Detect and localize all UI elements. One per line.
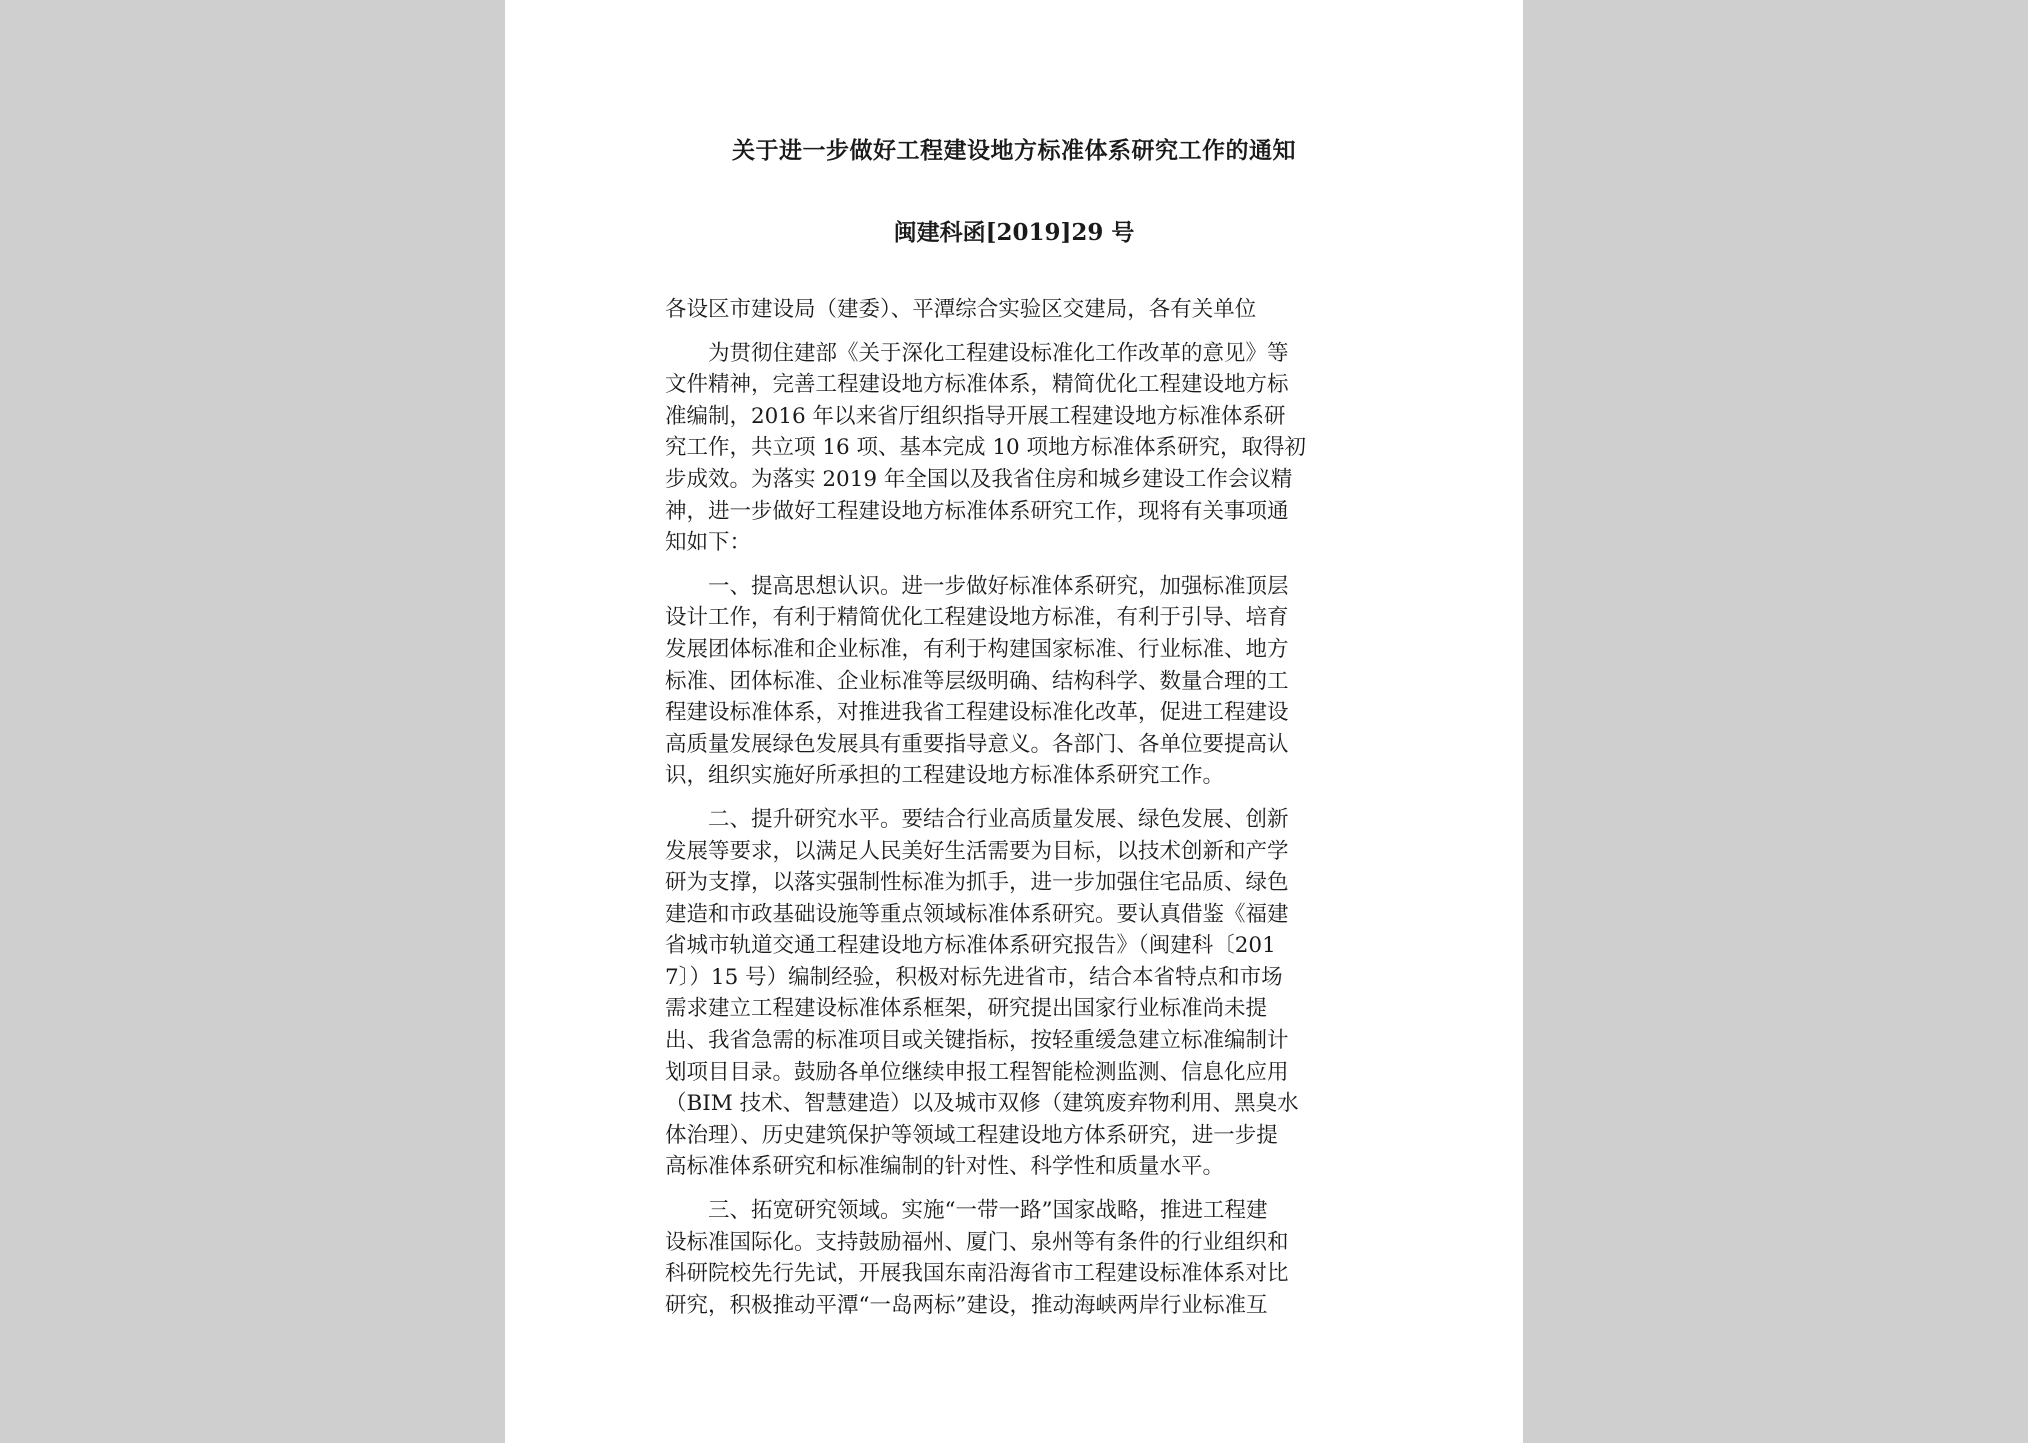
text-line: 步成效。为落实 2019 年全国以及我省住房和城乡建设工作会议精 <box>665 466 1293 492</box>
document-number: 闽建科函[2019]29 号 <box>893 219 1135 246</box>
text-line: 研究，积极推动平潭“一岛两标”建设，推动海峡两岸行业标准互 <box>665 1292 1268 1318</box>
text-line: 发展团体标准和企业标准，有利于构建国家标准、行业标准、地方 <box>665 636 1289 662</box>
text-line: 究工作，共立项 16 项、基本完成 10 项地方标准体系研究，取得初 <box>665 435 1307 461</box>
text-line: 准编制，2016 年以来省厅组织指导开展工程建设地方标准体系研 <box>665 403 1286 429</box>
text-line: 出、我省急需的标准项目或关键指标，按轻重缓急建立标准编制计 <box>665 1028 1289 1054</box>
text-line: 7〕）15 号）编制经验，积极对标先进省市，结合本省特点和市场 <box>665 964 1283 990</box>
text-line: 研为支撑，以落实强制性标准为抓手，进一步加强住宅品质、绿色 <box>665 870 1289 896</box>
text-line: 设计工作，有利于精简优化工程建设地方标准，有利于引导、培育 <box>665 605 1289 631</box>
text-line: 程建设标准体系，对推进我省工程建设标准化改革，促进工程建设 <box>665 700 1289 726</box>
text-line: 体治理）、历史建筑保护等领域工程建设地方体系研究，进一步提 <box>665 1122 1278 1148</box>
paragraph-section-1 <box>665 571 1370 792</box>
text-line: 划项目目录。鼓励各单位继续申报工程智能检测监测、信息化应用 <box>665 1059 1289 1085</box>
text-line: 为贯彻住建部《关于深化工程建设标准化工作改革的意见》等 <box>665 340 1289 366</box>
text-line: 需求建立工程建设标准体系框架，研究提出国家行业标准尚未提 <box>665 996 1268 1022</box>
text-line: 神，进一步做好工程建设地方标准体系研究工作，现将有关事项通 <box>665 498 1289 524</box>
text-line: 建造和市政基础设施等重点领域标准体系研究。要认真借鉴《福建 <box>665 901 1289 927</box>
text-line: 设标准国际化。支持鼓励福州、厦门、泉州等有条件的行业组织和 <box>665 1229 1289 1255</box>
text-line: 二、提升研究水平。要结合行业高质量发展、绿色发展、创新 <box>665 806 1289 832</box>
text-line: 一、提高思想认识。进一步做好标准体系研究，加强标准顶层 <box>665 573 1289 599</box>
document-page <box>505 0 1523 1443</box>
text-line: （BIM 技术、智慧建造）以及城市双修（建筑废弃物利用、黑臭水 <box>665 1091 1299 1117</box>
text-line: 省城市轨道交通工程建设地方标准体系研究报告》（闽建科〔201 <box>665 933 1276 959</box>
document-title: 关于进一步做好工程建设地方标准体系研究工作的通知 <box>732 137 1296 164</box>
text-line: 高质量发展绿色发展具有重要指导意义。各部门、各单位要提高认 <box>665 731 1289 757</box>
paragraph-section-3 <box>665 1195 1370 1321</box>
text-line: 标准、团体标准、企业标准等层级明确、结构科学、数量合理的工 <box>665 668 1289 694</box>
document-body <box>665 294 1370 1321</box>
text-line: 发展等要求，以满足人民美好生活需要为目标，以技术创新和产学 <box>665 838 1289 864</box>
text-line: 文件精神，完善工程建设地方标准体系，精简优化工程建设地方标 <box>665 372 1289 398</box>
paragraph-intro <box>665 338 1370 559</box>
text-line: 识，组织实施好所承担的工程建设地方标准体系研究工作。 <box>665 763 1225 789</box>
text-line: 三、拓宽研究领域。实施“一带一路”国家战略，推进工程建 <box>665 1198 1268 1224</box>
text-line: 知如下： <box>665 530 752 556</box>
text-line: 科研院校先行先试，开展我国东南沿海省市工程建设标准体系对比 <box>665 1261 1289 1287</box>
text-line: 高标准体系研究和标准编制的针对性、科学性和质量水平。 <box>665 1154 1225 1180</box>
paragraph-section-2 <box>665 804 1370 1183</box>
addressee: 各设区市建设局（建委）、平潭综合实验区交建局，各有关单位 <box>665 297 1257 322</box>
